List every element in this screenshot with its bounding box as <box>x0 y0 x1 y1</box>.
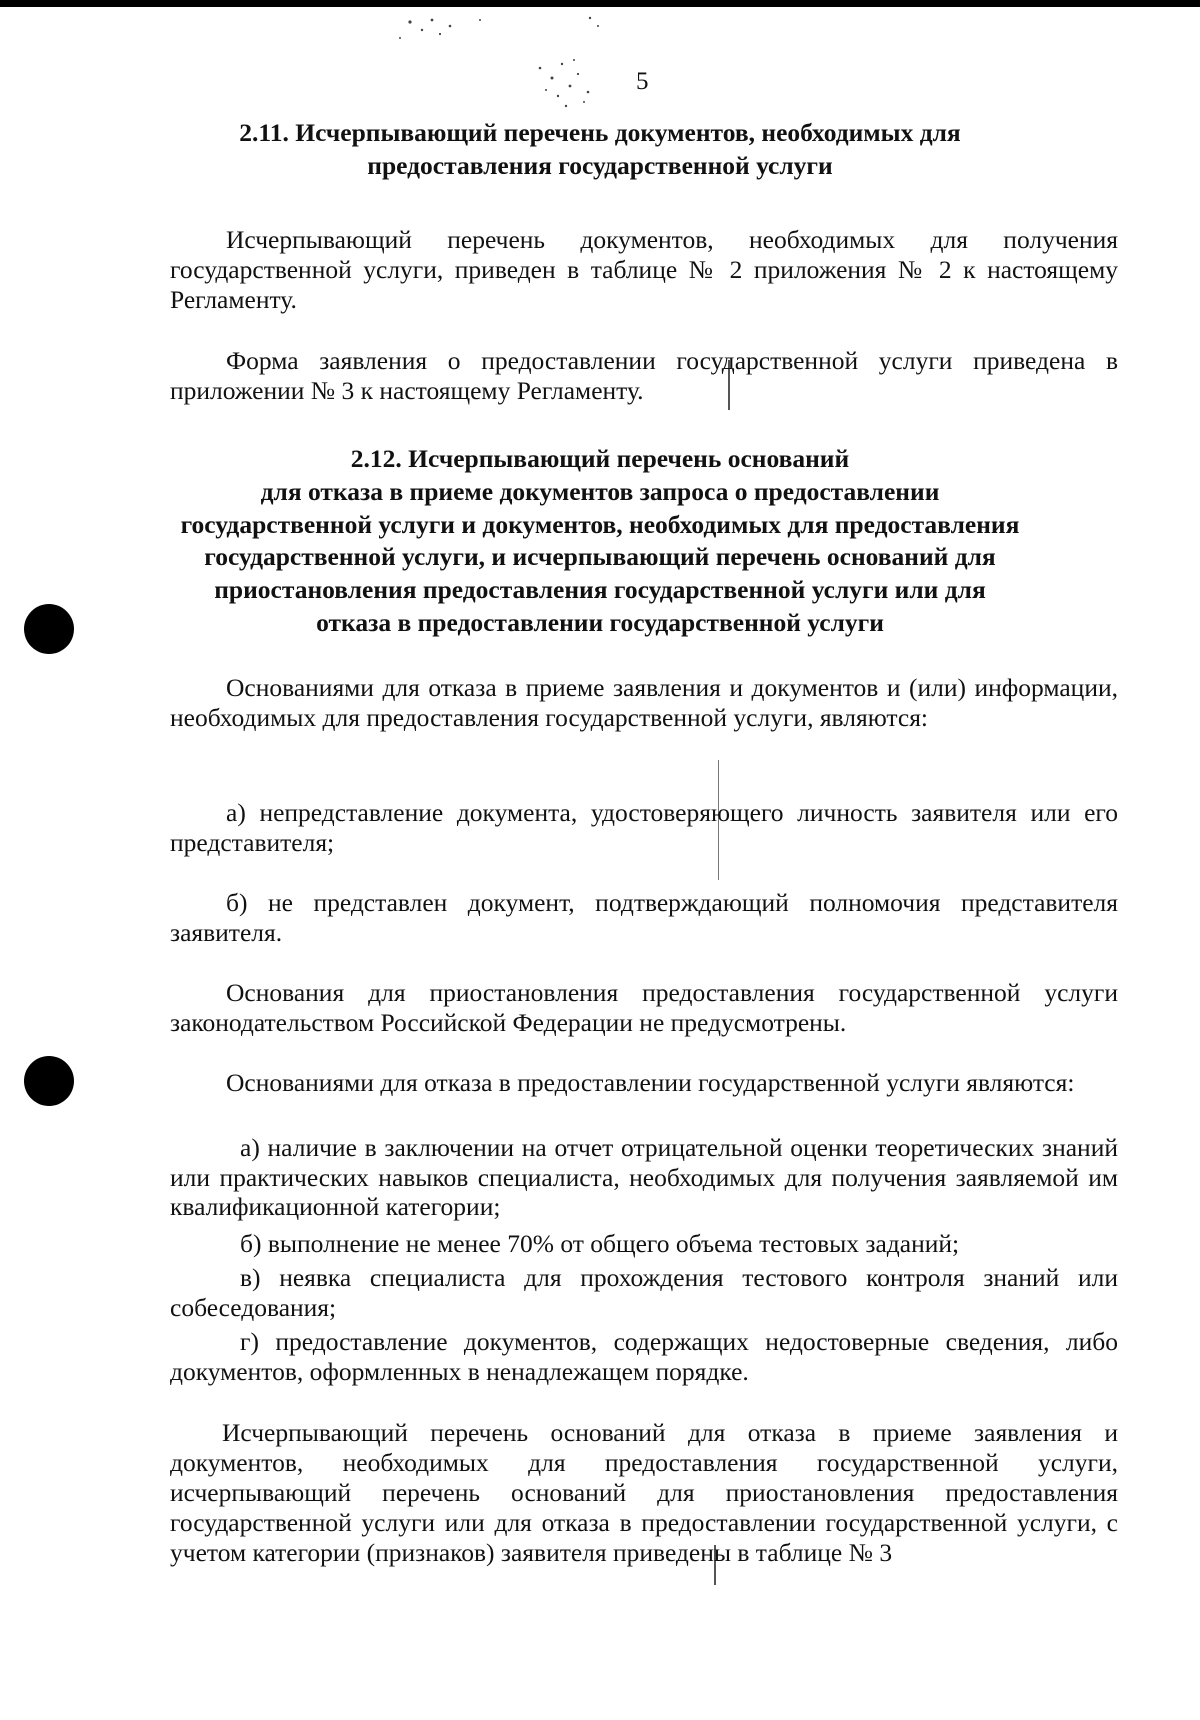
page-number: 5 <box>636 68 649 95</box>
heading-line: для отказа в приеме документов запроса о предоставлении <box>260 476 940 506</box>
scan-noise <box>340 8 680 118</box>
documents-list-paragraph: Исчерпывающий перечень документов, необходимых для получения государственной услуги, приведен в таблице № 2 приложения № 2 к настоящему Регламенту. <box>170 225 1118 314</box>
refusal-item-d: г) предоставление документов, содержащих недостоверные сведения, либо документов, оформленных в ненадлежащем порядке. <box>170 1327 1118 1386</box>
refusal-item-b: б) выполнение не менее 70% от общего объема тестовых заданий; <box>240 1229 960 1258</box>
heading-line: государственной услуги, и исчерпывающий перечень оснований для <box>204 542 996 572</box>
heading-line: государственной услуги и документов, необходимых для предоставления <box>180 509 1020 539</box>
heading-line: 2.11. Исчерпывающий перечень документов, необходимых для <box>239 118 961 147</box>
punch-hole <box>24 604 74 654</box>
suspension-paragraph: Основания для приостановления предоставления государственной услуги законодательством Российской Федерации не предусмотрены. <box>170 978 1118 1037</box>
heading-line: предоставления государственной услуги <box>367 150 833 180</box>
punch-hole <box>24 1056 74 1106</box>
refusal-item-c: в) неявка специалиста для прохождения тестового контроля знаний или собеседования; <box>170 1263 1118 1322</box>
section-2-12-heading <box>150 443 1050 640</box>
heading-line: приостановления предоставления государственной услуги или для <box>214 575 986 605</box>
refusal-item-a: а) наличие в заключении на отчет отрицательной оценки теоретических знаний или практических навыков специалиста, необходимых для получения заявляемой им квалификационной категории; <box>170 1133 1118 1221</box>
heading-line: 2.12. Исчерпывающий перечень оснований <box>350 444 850 473</box>
reception-refusal-intro: Основаниями для отказа в приеме заявления и документов и (или) информации, необходимых для предоставления государственной услуги, являются: <box>170 673 1118 732</box>
heading-line: отказа в предоставлении государственной услуги <box>316 607 884 637</box>
scan-top-border <box>0 0 1200 7</box>
reception-refusal-item-a: а) непредставление документа, удостоверяющего личность заявителя или его представителя; <box>170 798 1118 857</box>
reception-refusal-item-b: б) не представлен документ, подтверждающий полномочия представителя заявителя. <box>170 888 1118 947</box>
application-form-paragraph: Форма заявления о предоставлении государственной услуги приведена в приложении № 3 к настоящему Регламенту. <box>170 346 1118 405</box>
final-paragraph: Исчерпывающий перечень оснований для отказа в приеме заявления и документов, необходимых для предоставления государственной услуги, исчерпывающий перечень оснований для приостановления предоставления государственной услуги или для отказа в предоставлении государственной услуги, с учетом категории (признаков) заявителя приведены в таблице № 3 <box>170 1418 1118 1567</box>
section-2-11-heading <box>150 117 1050 183</box>
refusal-intro: Основаниями для отказа в предоставлении государственной услуги являются: <box>226 1068 1075 1097</box>
